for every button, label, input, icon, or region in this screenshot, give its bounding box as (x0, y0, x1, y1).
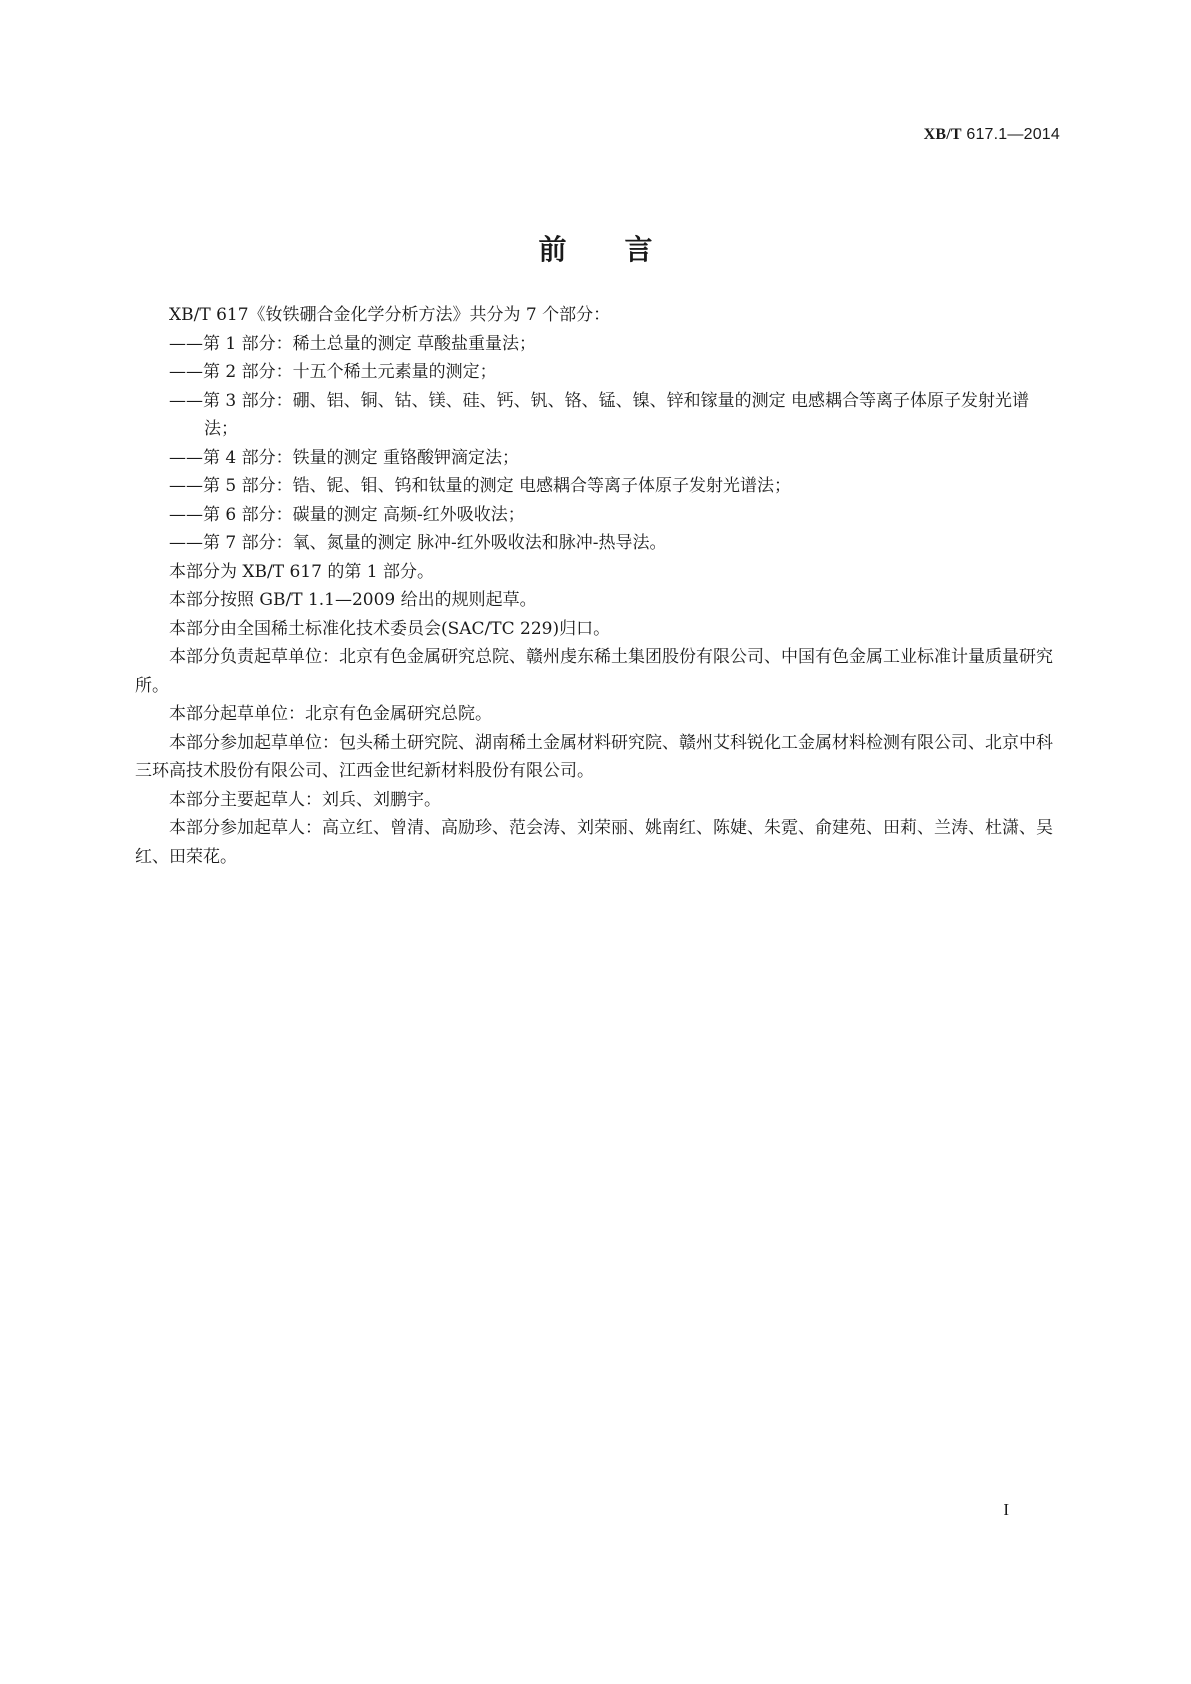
body-paragraph: 本部分负责起草单位：北京有色金属研究总院、赣州虔东稀土集团股份有限公司、中国有色金属工业标准计量质量研究所。 (135, 647, 1053, 696)
part-list-item: ——第 5 部分：锆、铌、钼、钨和钛量的测定 电感耦合等离子体原子发射光谱法； (169, 476, 792, 496)
part-list-item: ——第 2 部分：十五个稀土元素量的测定； (169, 362, 497, 382)
standard-number (924, 126, 1060, 144)
foreword-body (135, 301, 1055, 871)
standard-number-value: 617.1—2014 (961, 126, 1060, 143)
part-list-item: ——第 1 部分：稀土总量的测定 草酸盐重量法； (169, 333, 537, 354)
body-paragraph: 本部分由全国稀土标准化技术委员会(SAC/TC 229)归口。 (169, 618, 611, 639)
part-list-item: ——第 6 部分：碳量的测定 高频-红外吸收法； (169, 504, 525, 525)
body-paragraph: 本部分起草单位：北京有色金属研究总院。 (169, 704, 492, 724)
page-title: 前言 (538, 233, 711, 266)
body-paragraph: 本部分按照 GB/T 1.1—2009 给出的规则起草。 (169, 590, 537, 610)
body-paragraph: 本部分为 XB/T 617 的第 1 部分。 (169, 561, 434, 582)
part-list-item: ——第 4 部分：铁量的测定 重铬酸钾滴定法； (169, 447, 520, 468)
standard-prefix: XB/T (923, 126, 962, 143)
body-paragraph: 本部分参加起草单位：包头稀土研究院、湖南稀土金属材料研究院、赣州艾科锐化工金属材料检测有限公司、北京中科三环高技术股份有限公司、江西金世纪新材料股份有限公司。 (135, 732, 1053, 781)
part-list-item: ——第 7 部分：氧、氮量的测定 脉冲-红外吸收法和脉冲-热导法。 (169, 533, 667, 553)
body-paragraph: 本部分参加起草人：高立红、曾清、高励珍、范会涛、刘荣丽、姚南红、陈婕、朱霓、俞建苑、田莉、兰涛、杜潇、吴红、田荣花。 (135, 818, 1053, 867)
intro-paragraph: XB/T 617《钕铁硼合金化学分析方法》共分为 7 个部分： (169, 305, 611, 325)
part-list-item: ——第 3 部分：硼、铝、铜、钴、镁、硅、钙、钒、铬、锰、镍、锌和镓量的测定 电感耦合等离子体原子发射光谱法； (169, 390, 1030, 439)
body-paragraph: 本部分主要起草人：刘兵、刘鹏宇。 (169, 789, 441, 810)
page-number: I (1003, 1500, 1009, 1519)
